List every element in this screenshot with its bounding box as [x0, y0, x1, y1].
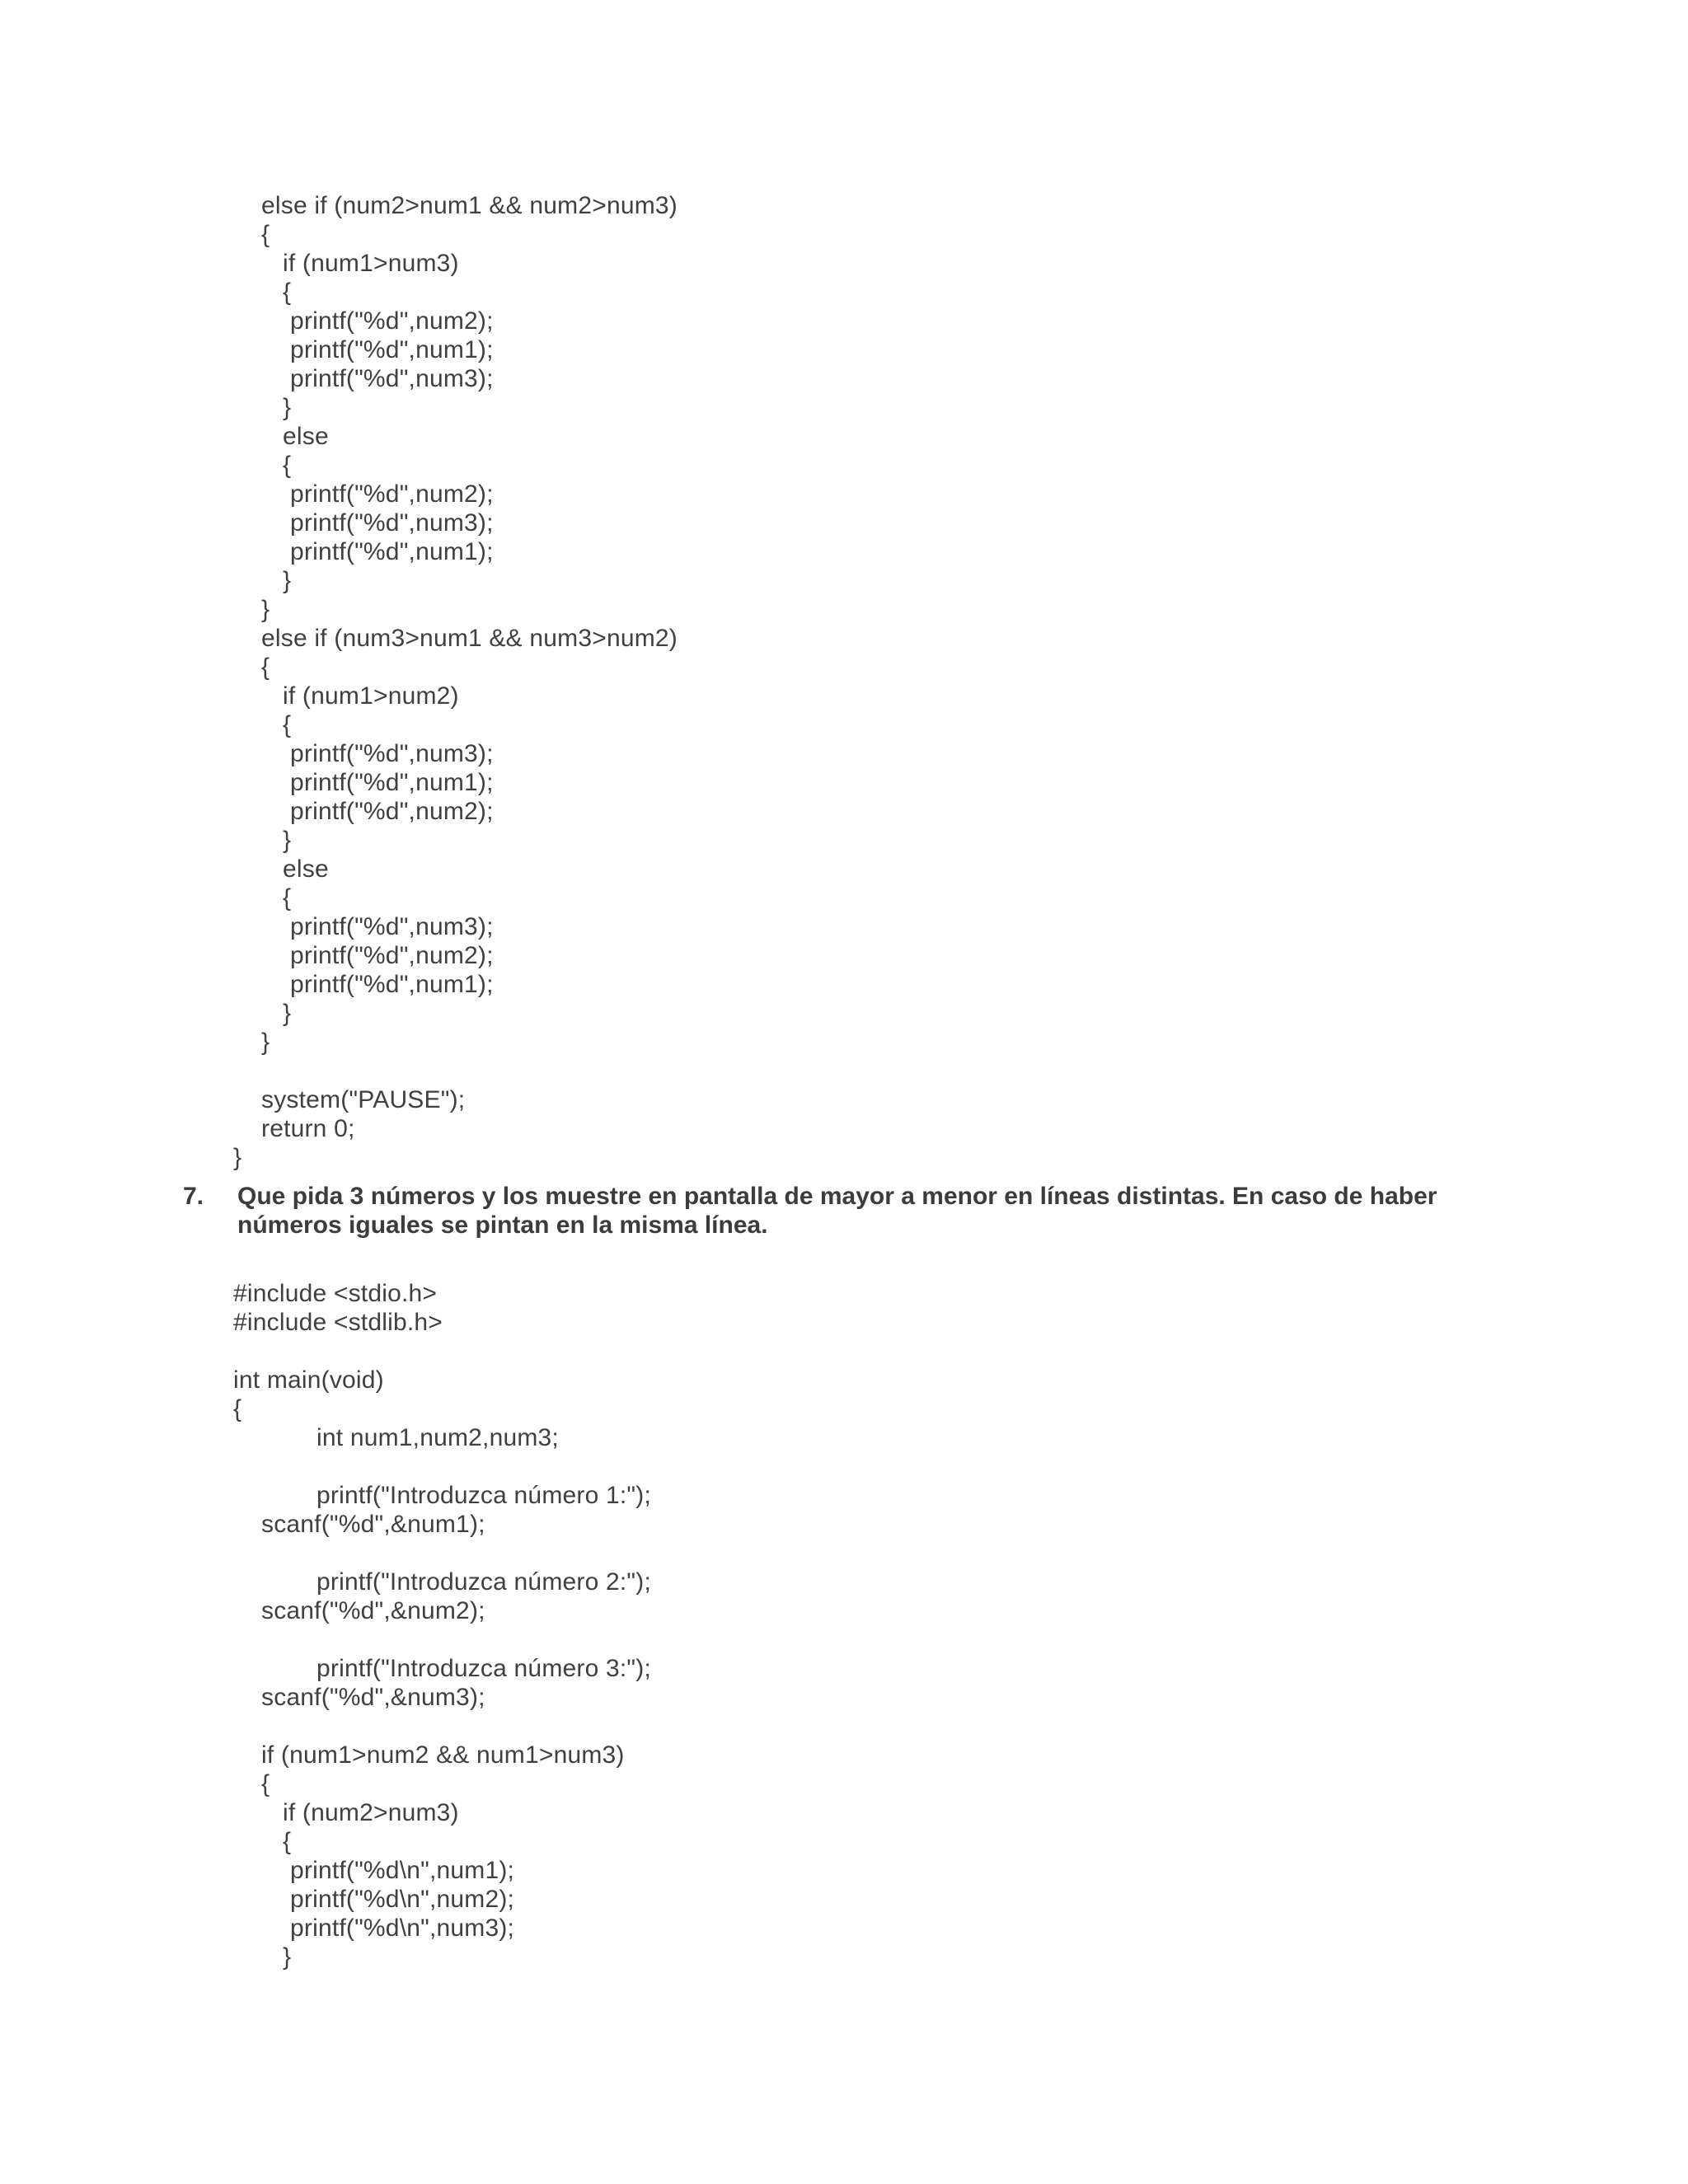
code-line: {: [283, 1828, 292, 1855]
code-line: printf("%d\n",num3);: [290, 1915, 515, 1942]
code-line: printf("%d",num3);: [290, 913, 494, 940]
code-line: printf("%d",num1);: [290, 538, 494, 565]
code-line: #include <stdio.h>: [233, 1280, 438, 1307]
code-line: else: [283, 423, 329, 450]
code-line: printf("%d",num2);: [290, 798, 494, 825]
code-line: return 0;: [261, 1115, 355, 1142]
code-line: int num1,num2,num3;: [316, 1424, 559, 1451]
exercise-number: 7.: [183, 1183, 204, 1210]
code-line: printf("%d",num2);: [290, 480, 494, 508]
code-line: printf("%d",num3);: [290, 740, 494, 767]
code-line: printf("%d",num2);: [290, 307, 494, 335]
code-line: printf("Introduzca número 3:");: [316, 1655, 651, 1682]
code-line: }: [261, 596, 270, 623]
code-line: system("PAUSE");: [261, 1086, 466, 1113]
exercise-text: [237, 1182, 1474, 1240]
code-line: else if (num2>num1 && num2>num3): [261, 192, 678, 219]
code-line: scanf("%d",&num2);: [261, 1597, 485, 1624]
code-line: scanf("%d",&num3);: [261, 1684, 485, 1711]
code-line: else: [283, 855, 329, 883]
code-line: {: [261, 1770, 270, 1797]
code-line: {: [233, 1395, 242, 1422]
code-line: printf("%d\n",num2);: [290, 1886, 515, 1913]
exercise-text-line: números iguales se pintan en la misma línea.: [237, 1212, 768, 1239]
code-line: printf("Introduzca número 2:");: [316, 1568, 651, 1596]
code-line: {: [283, 279, 292, 306]
code-line: }: [283, 394, 292, 421]
code-line: printf("%d",num1);: [290, 769, 494, 796]
code-line: if (num1>num2 && num1>num3): [261, 1741, 625, 1769]
code-line: {: [283, 711, 292, 738]
code-line: {: [283, 452, 292, 479]
exercise-text-line: Que pida 3 números y los muestre en pantalla de mayor a menor en líneas distintas. En caso de haber: [237, 1183, 1437, 1210]
code-line: scanf("%d",&num1);: [261, 1511, 485, 1538]
code-line: }: [283, 1943, 292, 1971]
code-line: {: [261, 221, 270, 248]
code-line: printf("%d",num1);: [290, 971, 494, 998]
code-line: int main(void): [233, 1366, 384, 1394]
code-line: #include <stdlib.h>: [233, 1309, 443, 1336]
code-line: printf("%d",num3);: [290, 365, 494, 392]
code-line: printf("%d",num3);: [290, 509, 494, 537]
code-line: if (num1>num2): [283, 682, 459, 710]
code-line: printf("%d",num2);: [290, 942, 494, 969]
code-line: {: [283, 884, 292, 912]
code-line: if (num1>num3): [283, 250, 459, 277]
code-line: }: [283, 567, 292, 594]
code-line: printf("%d\n",num1);: [290, 1857, 515, 1884]
code-line: else if (num3>num1 && num3>num2): [261, 625, 678, 652]
code-line: }: [233, 1144, 242, 1171]
code-line: if (num2>num3): [283, 1799, 459, 1826]
code-line: printf("%d",num1);: [290, 336, 494, 363]
code-line: }: [283, 827, 292, 854]
code-line: }: [283, 1000, 292, 1027]
code-line: {: [261, 654, 270, 681]
code-line: printf("Introduzca número 1:");: [316, 1482, 651, 1509]
code-line: }: [261, 1029, 270, 1056]
